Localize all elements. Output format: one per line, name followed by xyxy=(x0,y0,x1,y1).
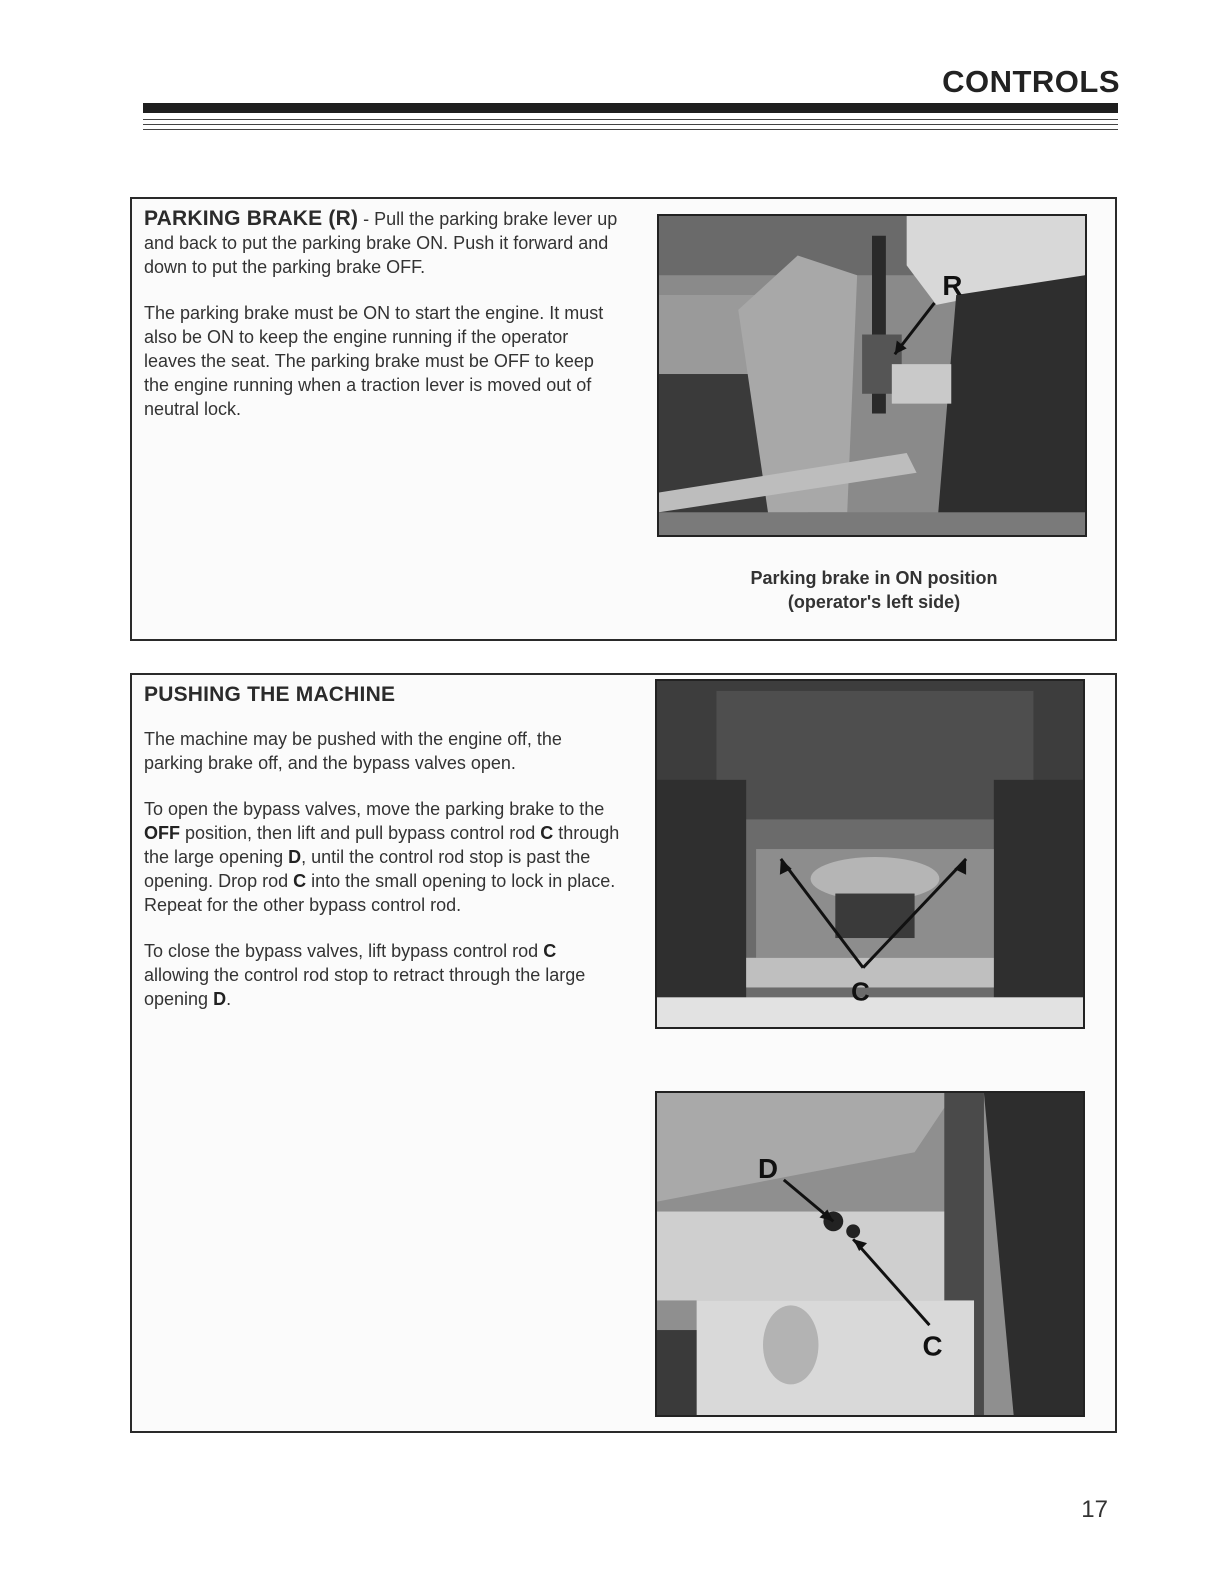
bypass-opening-label-c: C xyxy=(922,1330,943,1362)
parking-brake-section xyxy=(130,197,1117,641)
pushing-heading: PUSHING THE MACHINE xyxy=(144,683,396,706)
bypass-rods-label: C xyxy=(851,978,870,1007)
title-rule xyxy=(143,103,1118,113)
page-title: CONTROLS xyxy=(942,64,1120,99)
page-number: 17 xyxy=(1081,1496,1108,1523)
parking-brake-photo xyxy=(657,214,1087,537)
title-rule-thin-1 xyxy=(143,119,1118,120)
caption-line-2: (operator's left side) xyxy=(787,592,961,612)
title-rule-thin-2 xyxy=(143,124,1118,125)
pushing-para2: To open the bypass valves, move the parking brake to the OFF position, then lift and pull bypass control rod C through the large opening D, until the control rod stop is past the opening. Drop rod C into the small opening to lock in place. Repeat for the other bypass control rod. xyxy=(144,799,620,915)
pushing-text xyxy=(144,683,622,1033)
bypass-opening-label-d: D xyxy=(758,1152,779,1184)
bypass-rods-photo xyxy=(655,679,1085,1029)
bypass-opening-photo xyxy=(655,1091,1085,1417)
parking-brake-para2: The parking brake must be ON to start the engine. It must also be ON to keep the engine running if the operator leaves the seat. The parking brake must be OFF to keep the engine running when a traction lever is moved out of neutral lock. xyxy=(144,303,604,419)
caption-line-1: Parking brake in ON position xyxy=(750,568,998,588)
parking-brake-intro: - Pull the parking brake lever up and back to put the parking brake ON. Push it forward and down to put the parking brake OFF. xyxy=(144,209,618,277)
parking-brake-text xyxy=(144,207,622,443)
parking-brake-photo-label: R xyxy=(942,270,963,301)
pushing-machine-section xyxy=(130,673,1117,1433)
pushing-para3: To close the bypass valves, lift bypass control rod C allowing the control rod stop to retract through the large opening D. xyxy=(144,941,586,1009)
pushing-para1: The machine may be pushed with the engine off, the parking brake off, and the bypass valves open. xyxy=(144,729,562,773)
parking-brake-heading: PARKING BRAKE (R) xyxy=(144,207,359,230)
parking-brake-caption xyxy=(716,566,1032,614)
title-rule-thin-3 xyxy=(143,129,1118,130)
